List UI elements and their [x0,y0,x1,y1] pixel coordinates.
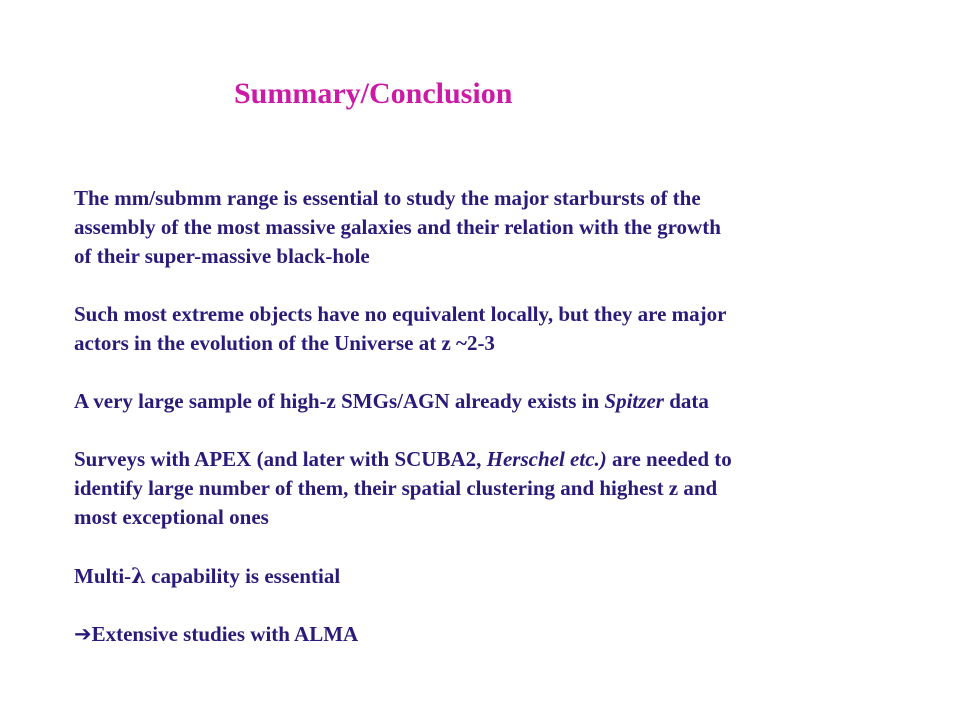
paragraph-mm-submm-line-3: of their super-massive black-hole [74,244,370,268]
paragraph-surveys-line-3: most exceptional ones [74,505,269,529]
spacer [74,416,934,445]
multi-text-before: Multi- [74,564,132,588]
slide-body [74,184,934,649]
spacer [74,532,934,561]
spitzer-italic: Spitzer [604,389,664,413]
lambda-symbol: λ [131,563,146,588]
paragraph-extreme-objects-line-2: actors in the evolution of the Universe at z ~2-3 [74,331,495,355]
paragraph-surveys-line-2: identify large number of them, their spatial clustering and highest z and [74,476,718,500]
paragraph-multi-lambda [74,561,934,591]
paragraph-spitzer-sample [74,387,934,416]
spacer [74,271,934,300]
paragraph-alma [74,620,934,649]
spitzer-text-after: data [663,389,709,413]
herschel-italic: Herschel etc.) [486,447,607,471]
paragraph-extreme-objects-line-1: Such most extreme objects have no equivalent locally, but they are major [74,302,727,326]
spacer [74,591,934,620]
spacer [74,358,934,387]
surveys-text-after: are needed to [606,447,732,471]
paragraph-mm-submm-line-1: The mm/submm range is essential to study the major starbursts of the [74,186,701,210]
surveys-text-before: Surveys with APEX (and later with SCUBA2, [74,447,487,471]
alma-text: Extensive studies with ALMA [91,622,359,646]
spitzer-text-before: A very large sample of high-z SMGs/AGN already exists in [74,389,605,413]
slide-title: Summary/Conclusion [234,77,513,110]
arrow-right-icon: ➔ [74,622,92,646]
paragraph-surveys-line-1 [74,445,934,474]
paragraph-mm-submm-line-2: assembly of the most massive galaxies and their relation with the growth [74,215,721,239]
multi-text-after: capability is essential [145,564,341,588]
